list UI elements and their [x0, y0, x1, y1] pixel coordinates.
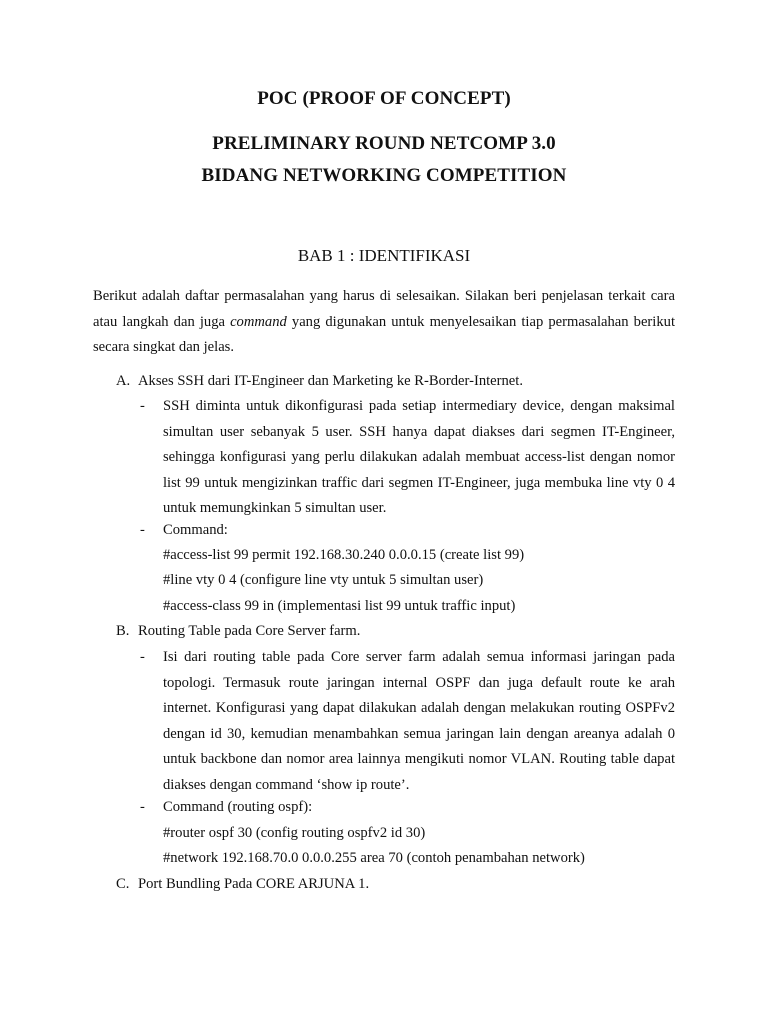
document-subtitle: PRELIMINARY ROUND NETCOMP 3.0 [212, 133, 556, 154]
list-item-a [116, 369, 523, 395]
list-marker-a: A. [116, 373, 131, 389]
intro-text-2: yang digunakan untuk menyelesaikan tiap permasalahan berikut secara singkat dan jelas. [93, 313, 675, 355]
list-heading-c: Port Bundling Pada CORE ARJUNA 1. [138, 876, 370, 892]
section-b-command-label: Command (routing ospf): [163, 799, 313, 815]
list-heading-a: Akses SSH dari IT-Engineer dan Marketing ke R-Border-Internet. [138, 373, 523, 389]
list-marker-c: C. [116, 876, 130, 892]
document-title: POC (PROOF OF CONCEPT) [257, 88, 511, 109]
list-item-c [116, 872, 369, 898]
command-line: #access-class 99 in (implementasi list 99 untuk traffic input) [163, 598, 516, 614]
list-heading-b: Routing Table pada Core Server farm. [138, 623, 361, 639]
dash-bullet: - [140, 522, 145, 538]
command-line: #access-list 99 permit 192.168.30.240 0.0.0.15 (create list 99) [163, 547, 525, 563]
intro-text-1: Berikut adalah daftar permasalahan yang harus di selesaikan. Silakan beri penjelasan terkait cara atau langkah dan juga [93, 288, 675, 330]
dash-bullet: - [140, 649, 145, 665]
intro-paragraph [93, 284, 675, 361]
section-a-command-label: Command: [163, 522, 228, 538]
chapter-heading: BAB 1 : IDENTIFIKASI [297, 246, 471, 265]
document-subtitle-field: BIDANG NETWORKING COMPETITION [201, 165, 567, 186]
command-line: #line vty 0 4 (configure line vty untuk 5 simultan user) [163, 572, 484, 588]
command-line: #router ospf 30 (config routing ospfv2 id 30) [163, 825, 426, 841]
section-b-description: Isi dari routing table pada Core server farm adalah semua informasi jaringan pada topologi. Termasuk route jaringan internal OSPF dan juga default route ke arah internet. Konfigurasi yang dapat dilakukan adalah dengan melakukan routing OSPFv2 dengan id 30, kemudian menambahkan semua jaringan lain dengan areanya adalah 0 untuk backbone dan nomor area lainnya mengikuti nomor VLAN. Routing table dapat diakses dengan command ‘show ip route’. [163, 649, 675, 793]
list-marker-b: B. [116, 623, 130, 639]
dash-bullet: - [140, 398, 145, 414]
command-line: #network 192.168.70.0 0.0.0.255 area 70 (contoh penambahan network) [163, 850, 585, 866]
intro-emphasis: command [230, 313, 287, 330]
dash-bullet: - [140, 799, 145, 815]
list-item-b [116, 619, 360, 645]
section-a-description: SSH diminta untuk dikonfigurasi pada setiap intermediary device, dengan maksimal simultan user sebanyak 5 user. SSH hanya dapat diakses dari segmen IT-Engineer, sehingga konfigurasi yang perlu dilakukan adalah membuat access-list dengan nomor list 99 untuk mengizinkan traffic dari segmen IT-Engineer, juga membuka line vty 0 4 untuk memungkinkan 5 simultan user. [163, 398, 675, 516]
